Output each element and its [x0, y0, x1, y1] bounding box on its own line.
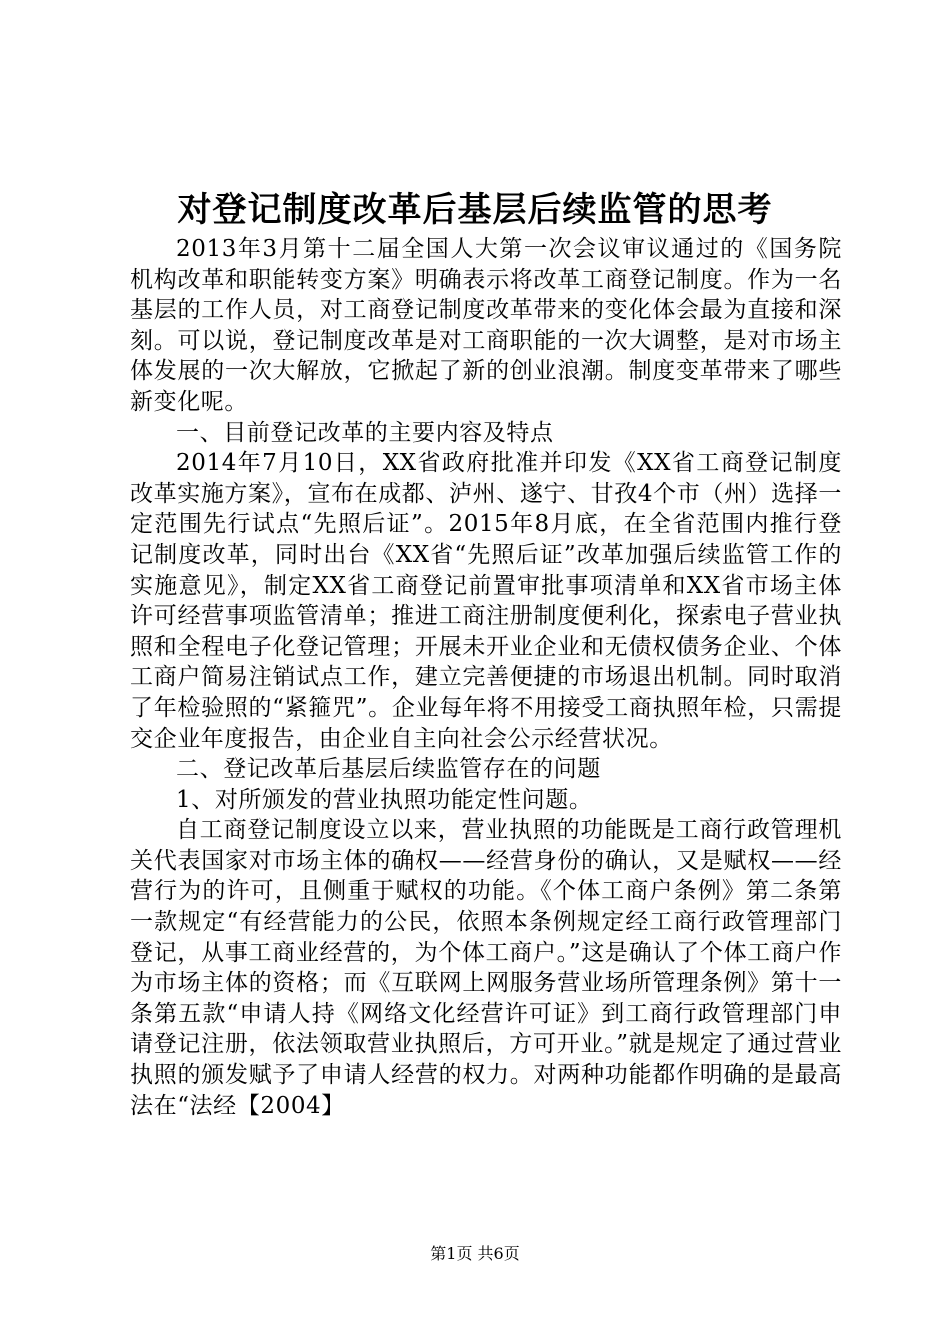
subsection-heading-1: 1、对所颁发的营业执照功能定性问题。: [176, 786, 593, 813]
page-indicator: 第1页 共6页: [430, 1244, 520, 1263]
paragraph-license-function: 自工商登记制度设立以来，营业执照的功能既是工商行政管理机关代表国家对市场主体的确权——经营身份的确认，又是赋权——经营行为的许可，且侧重于赋权的功能。《个体工商户条例》第二条第一款规定“有经营能力的公民，依照本条例规定经工商行政管理部门登记，从事工商业经营的，为个体工商户。”这是确认了个体工商户作为市场主体的资格；而《互联网上网服务营业场所管理条例》第十一条第五款“申请人持《网络文化经营许可证》到工商行政管理部门申请登记注册，依法领取营业执照后，方可开业。”就是规定了通过营业执照的颁发赋予了申请人经营的权力。对两种功能都作明确的是最高法在“法经【2004】: [130, 817, 842, 1119]
document-title: 对登记制度改革后基层后续监管的思考: [177, 190, 773, 230]
section-heading-1: 一、目前登记改革的主要内容及特点: [176, 419, 554, 446]
paragraph-reform-content: 2014年7月10日，XX省政府批准并印发《XX省工商登记制度改革实施方案》，宣布在成都、泸州、遂宁、甘孜4个市（州）选择一定范围先行试点“先照后证”。2015年8月底，在全省范围内推行登记制度改革，同时出台《XX省“先照后证”改革加强后续监管工作的实施意见》，制定XX省工商登记前置审批事项清单和XX省市场主体许可经营事项监管清单；推进工商注册制度便利化，探索电子营业执照和全程电子化登记管理；开展未开业企业和无债权债务企业、个体工商户简易注销试点工作，建立完善便捷的市场退出机制。同时取消了年检验照的“紧箍咒”。企业每年将不用接受工商执照年检，只需提交企业年度报告，由企业自主向社会公示经营状况。: [130, 450, 842, 752]
section-heading-2: 二、登记改革后基层后续监管存在的问题: [176, 756, 601, 783]
paragraph-intro: 2013年3月第十二届全国人大第一次会议审议通过的《国务院机构改革和职能转变方案》明确表示将改革工商登记制度。作为一名基层的工作人员，对工商登记制度改革带来的变化体会最为直接和深刻。可以说，登记制度改革是对工商职能的一次大调整，是对市场主体发展的一次大解放，它掀起了新的创业浪潮。制度变革带来了哪些新变化呢。: [130, 236, 842, 415]
document-body: [130, 234, 842, 1121]
